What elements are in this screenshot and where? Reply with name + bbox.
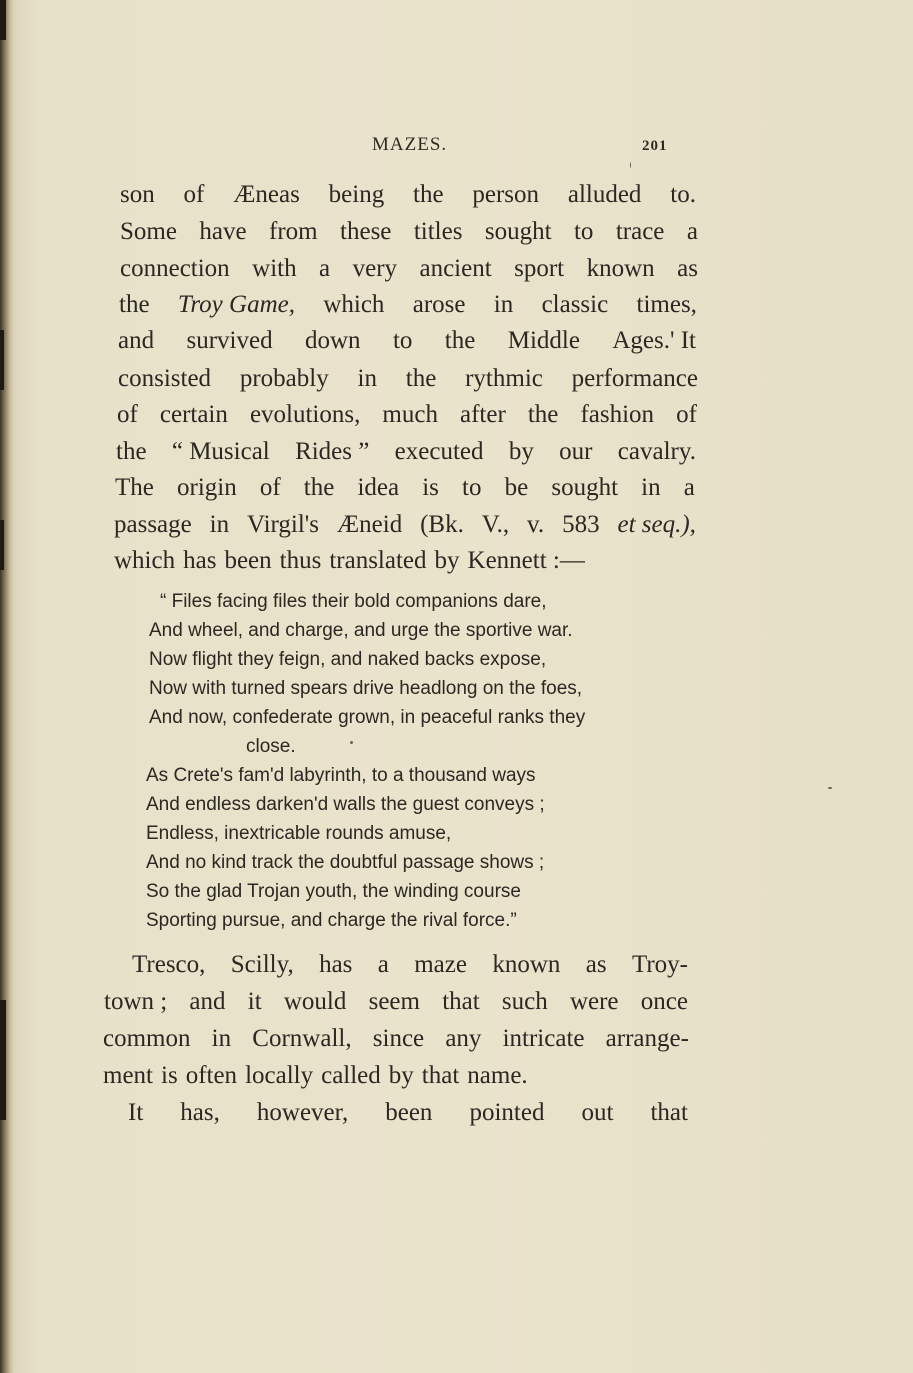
word: of [183, 181, 205, 208]
word: to [462, 474, 482, 501]
running-head-title: MAZES. [372, 134, 448, 155]
text-line [120, 180, 696, 210]
word: very [352, 255, 398, 282]
verse-line: Endless, inextricable rounds amuse, [146, 823, 452, 844]
text-line [104, 987, 688, 1017]
word: locally [245, 1062, 314, 1089]
word: The [115, 474, 154, 501]
word: sport [514, 255, 565, 282]
word: origin [177, 474, 237, 501]
word: idea [357, 474, 400, 501]
word: thus [279, 547, 322, 574]
word: a [686, 218, 698, 245]
text-line [120, 254, 698, 284]
word: the [405, 365, 437, 392]
word: the [303, 474, 335, 501]
word: a [377, 951, 389, 978]
word: “ Musical [171, 438, 270, 465]
word: town ; [104, 988, 168, 1015]
word: our [559, 438, 593, 465]
text-line [118, 364, 698, 394]
word: the [444, 327, 476, 354]
word: Troy- [631, 951, 688, 978]
word: Tresco, [132, 951, 206, 978]
verse-line: And no kind track the doubtful passage shows ; [146, 852, 545, 873]
word: once [640, 988, 688, 1015]
word: of [676, 401, 697, 428]
word: has, [180, 1099, 220, 1126]
page-number: 201 [642, 138, 668, 154]
word: classic [541, 291, 609, 318]
word: the [116, 438, 147, 465]
word: executed [394, 438, 484, 465]
verse-line: So the glad Trojan youth, the winding course [146, 881, 521, 902]
word: fashion [580, 401, 655, 428]
word: any [445, 1025, 482, 1052]
word: common [103, 1025, 191, 1052]
paper-speck [350, 741, 353, 744]
word: performance [571, 365, 698, 392]
word: in [209, 511, 230, 538]
word: 583 [562, 511, 600, 538]
word: et seq.), [617, 511, 696, 538]
word: as [585, 951, 607, 978]
word: passage [114, 511, 192, 538]
word: much [382, 401, 438, 428]
word: to [573, 218, 594, 245]
word: Æneas [233, 181, 300, 208]
word: consisted [118, 365, 212, 392]
binding-edge-mark [0, 330, 4, 390]
word: Middle [507, 327, 580, 354]
text-line [132, 950, 688, 980]
word: Rides ” [295, 438, 370, 465]
text-line [120, 217, 698, 247]
word: name. [467, 1062, 528, 1089]
text-line [118, 326, 696, 356]
word: trace [615, 218, 665, 245]
text-line [114, 510, 696, 540]
word: the [119, 291, 150, 318]
word: intricate [502, 1025, 585, 1052]
verse-line: close. [246, 736, 296, 757]
word: out [581, 1099, 614, 1126]
verse-line: Now flight they feign, and naked backs expose, [149, 649, 547, 670]
word: survived [186, 327, 273, 354]
word: ancient [419, 255, 492, 282]
text-line [103, 1061, 528, 1091]
word: is [161, 1062, 178, 1089]
word: (Bk. [420, 511, 464, 538]
word: cavalry. [617, 438, 696, 465]
word: evolutions, [249, 401, 361, 428]
word: It [128, 1099, 144, 1126]
text-line [119, 290, 697, 320]
verse-line: “ Files facing files their bold companions dare, [160, 591, 547, 612]
text-line [116, 437, 696, 467]
text-line [103, 1024, 689, 1054]
word: that [421, 1062, 460, 1089]
word: which [323, 291, 385, 318]
word: the [413, 181, 444, 208]
word: as [677, 255, 698, 282]
word: been [385, 1099, 433, 1126]
word: from [269, 218, 318, 245]
paper-speck [828, 787, 832, 789]
word: and [189, 988, 226, 1015]
word: is [422, 474, 439, 501]
word: has [183, 547, 217, 574]
word: ment [103, 1062, 153, 1089]
word: Virgil's [247, 511, 320, 538]
word: known [586, 255, 655, 282]
word: person [472, 181, 540, 208]
word: a [319, 255, 331, 282]
word: by [508, 438, 534, 465]
word: often [185, 1062, 238, 1089]
word: alluded [567, 181, 642, 208]
text-line [128, 1098, 688, 1128]
word: Some [120, 218, 177, 245]
word: the [527, 401, 559, 428]
text-line [117, 400, 697, 430]
word: certain [159, 401, 228, 428]
word: in [211, 1025, 232, 1052]
paper-speck [630, 162, 631, 168]
word: pointed [469, 1099, 545, 1126]
word: titles [413, 218, 463, 245]
verse-line: As Crete's fam'd labyrinth, to a thousand ways [146, 765, 536, 786]
binding-gutter [0, 0, 14, 1373]
word: these [340, 218, 392, 245]
verse-line: Sporting pursue, and charge the rival force.” [146, 910, 517, 931]
word: sought [484, 218, 552, 245]
verse-line: And now, confederate grown, in peaceful ranks they [149, 707, 586, 728]
word: which [114, 547, 176, 574]
word: been [224, 547, 272, 574]
word: of [259, 474, 281, 501]
word: V., [481, 511, 510, 538]
word: to. [670, 181, 696, 208]
word: be [504, 474, 529, 501]
verse-line: And endless darken'd walls the guest conveys ; [146, 794, 545, 815]
binding-edge-mark [0, 520, 4, 570]
word: in [493, 291, 514, 318]
word: in [357, 365, 377, 392]
word: down [305, 327, 361, 354]
word: in [641, 474, 661, 501]
verse-line: And wheel, and charge, and urge the sportive war. [149, 620, 573, 641]
word: to [392, 327, 413, 354]
word: arose [412, 291, 466, 318]
word: by [434, 547, 460, 574]
word: rythmic [465, 365, 543, 392]
word: times, [636, 291, 697, 318]
word: and [118, 327, 155, 354]
word: since [372, 1025, 425, 1052]
word: maze [414, 951, 467, 978]
word: that [442, 988, 480, 1015]
word: known [492, 951, 561, 978]
word: have [199, 218, 247, 245]
running-head [0, 134, 913, 158]
word: by [388, 1062, 414, 1089]
word: Æneid [336, 511, 403, 538]
word: being [328, 181, 385, 208]
word: translated [329, 547, 427, 574]
word: Kennett :— [467, 547, 585, 574]
binding-edge-mark [0, 0, 6, 40]
binding-edge-mark [0, 1000, 6, 1120]
word: son [120, 181, 155, 208]
word: Ages.' It [612, 327, 696, 354]
word: would [283, 988, 347, 1015]
word: arrange- [605, 1025, 689, 1052]
word: connection [120, 255, 230, 282]
word: called [321, 1062, 381, 1089]
word: sought [551, 474, 619, 501]
word: with [252, 255, 297, 282]
text-line [115, 473, 695, 503]
word: has [319, 951, 353, 978]
word: v. [527, 511, 545, 538]
word: were [569, 988, 619, 1015]
word: seem [368, 988, 420, 1015]
word: probably [239, 365, 329, 392]
word: of [117, 401, 138, 428]
word: however, [256, 1099, 349, 1126]
word: Troy Game, [177, 291, 295, 318]
word: that [650, 1099, 688, 1126]
word: Cornwall, [252, 1025, 352, 1052]
word: it [247, 988, 262, 1015]
text-line [114, 546, 585, 576]
word: after [460, 401, 506, 428]
word: such [501, 988, 548, 1015]
word: a [683, 474, 695, 501]
word: Scilly, [230, 951, 294, 978]
verse-line: Now with turned spears drive headlong on the foes, [149, 678, 583, 699]
